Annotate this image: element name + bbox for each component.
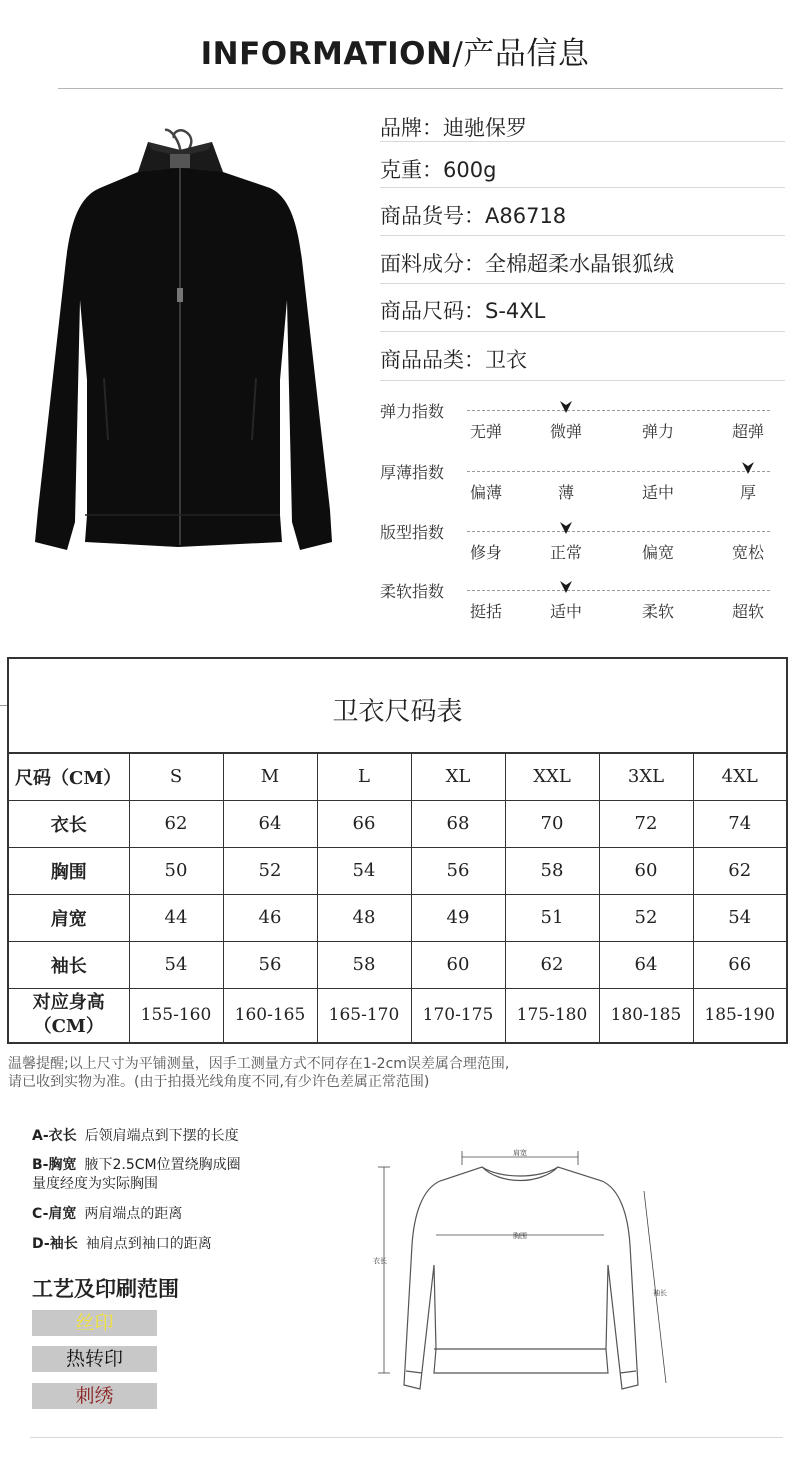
measure-term: C-肩宽 [32,1206,77,1222]
diagram-label-sleeve: 袖长 [653,1289,667,1297]
size-cell: 44 [129,894,223,941]
size-cell: 49 [411,894,505,941]
index-label: 弹力指数 [380,402,445,421]
jacket-icon [35,142,332,550]
size-cell: 56 [223,941,317,988]
size-row [9,800,786,847]
size-cell: 50 [129,847,223,894]
height-label-line-1: 对应身高 [32,992,105,1014]
size-cell: 51 [505,894,599,941]
index-marker-icon [559,400,573,414]
page-title-en: INFORMATION [200,36,453,72]
info-category [380,344,527,374]
size-cell: 70 [505,800,599,847]
size-cell: 54 [693,894,786,941]
measure-desc: 袖肩点到袖口的距离 [85,1236,212,1252]
index-option: 适中 [641,483,675,502]
size-cell: 52 [599,894,693,941]
size-header-cell: L [317,753,411,800]
height-cell: 160-165 [223,988,317,1042]
size-row-label: 肩宽 [9,894,129,941]
index-option: 超软 [731,602,765,621]
info-size [380,295,545,325]
measure-term: D-袖长 [32,1236,78,1252]
size-cell: 74 [693,800,786,847]
measure-term: A-衣长 [32,1128,77,1144]
index-marker-icon [559,521,573,535]
size-row-label: 袖长 [9,941,129,988]
index-option: 薄 [557,483,575,502]
info-sku-label: 商品货号： [380,204,485,228]
measure-desc: 两肩端点的距离 [84,1206,183,1222]
size-row [9,941,786,988]
page-title [0,28,790,73]
index-option: 无弹 [469,422,503,441]
info-divider [380,187,785,188]
measure-sleeve [32,1235,212,1254]
info-category-value: 卫衣 [485,348,527,372]
size-chart [7,657,788,1044]
info-divider [380,283,785,284]
header-divider [58,88,783,89]
index-option: 适中 [549,602,583,621]
size-cell: 62 [129,800,223,847]
height-row [9,988,786,1042]
size-cell: 64 [223,800,317,847]
info-divider [380,141,785,142]
page-title-cn: /产品信息 [452,36,590,72]
sweater-diagram [370,1135,690,1400]
index-option: 微弹 [549,422,583,441]
craft-option-embroidery: 刺绣 [32,1383,157,1409]
index-scale-line [467,410,770,411]
height-cell: 180-185 [599,988,693,1042]
size-cell: 58 [505,847,599,894]
size-cell: 60 [599,847,693,894]
info-weight-value: 600g [443,158,497,182]
index-option: 宽松 [731,543,765,562]
info-fabric [380,248,674,278]
info-sku [380,200,566,230]
height-cell: 170-175 [411,988,505,1042]
size-header-cell: XXL [505,753,599,800]
info-brand-value: 迪驰保罗 [443,116,527,140]
product-photo [30,110,360,570]
index-label: 厚薄指数 [380,463,445,482]
size-cell: 58 [317,941,411,988]
measure-chest [32,1156,241,1194]
diagram-label-length: 衣长 [373,1257,387,1265]
index-scale-line [467,531,770,532]
tip-line-2: 请已收到实物为准。(由于拍摄光线角度不同,有少许色差属正常范围) [8,1074,430,1090]
index-option: 厚 [739,483,757,502]
height-cell: 155-160 [129,988,223,1042]
index-option: 柔软 [641,602,675,621]
size-cell: 66 [693,941,786,988]
size-row [9,847,786,894]
index-option: 正常 [549,543,583,562]
size-header-cell: XL [411,753,505,800]
size-cell: 56 [411,847,505,894]
index-label: 柔软指数 [380,582,445,601]
size-cell: 68 [411,800,505,847]
size-row-label: 衣长 [9,800,129,847]
index-scale-line [467,471,770,472]
bottom-divider [30,1437,783,1438]
index-option: 偏宽 [641,543,675,562]
size-cell: 52 [223,847,317,894]
info-brand [380,112,527,142]
size-cell: 60 [411,941,505,988]
info-weight [380,154,496,184]
index-option: 偏薄 [469,483,503,502]
info-brand-label: 品牌： [380,116,443,140]
size-header-cell: 3XL [599,753,693,800]
size-table-body [9,753,786,1042]
height-cell: 165-170 [317,988,411,1042]
size-cell: 64 [599,941,693,988]
info-divider [380,331,785,332]
info-fabric-value: 全棉超柔水晶银狐绒 [485,252,674,276]
index-option: 挺括 [469,602,503,621]
size-cell: 46 [223,894,317,941]
size-header-row [9,753,786,800]
size-cell: 62 [505,941,599,988]
measure-desc-2: 量度经度为实际胸围 [32,1176,158,1192]
size-cell: 54 [317,847,411,894]
info-category-label: 商品品类： [380,348,485,372]
craft-option-silkscreen: 丝印 [32,1310,157,1336]
size-chart-title: 卫衣尺码表 [332,697,463,727]
info-size-label: 商品尺码： [380,299,485,323]
tip-line-1: 温馨提醒;以上尺寸为平铺测量，因手工测量方式不同存在1-2cm误差属合理范围, [8,1056,510,1072]
size-header-label: 尺码（CM） [9,753,129,800]
info-divider [380,235,785,236]
measure-desc: 后领肩端点到下摆的长度 [84,1128,239,1144]
size-table [9,752,786,1042]
info-fabric-label: 面料成分： [380,252,485,276]
craft-option-heat-transfer: 热转印 [32,1346,157,1372]
size-cell: 54 [129,941,223,988]
info-weight-label: 克重： [380,158,443,182]
index-label: 版型指数 [380,523,445,542]
left-edge-rule [0,705,7,706]
height-cell: 185-190 [693,988,786,1042]
info-size-value: S-4XL [485,299,546,323]
size-cell: 48 [317,894,411,941]
measure-length [32,1127,239,1146]
size-cell: 72 [599,800,693,847]
index-option: 修身 [469,543,503,562]
info-divider [380,380,785,381]
measure-desc: 腋下2.5CM位置绕胸成圈 [84,1157,241,1173]
size-cell: 66 [317,800,411,847]
diagram-label-chest: 胸围 [513,1232,527,1240]
size-header-cell: 4XL [693,753,786,800]
measure-shoulder [32,1205,182,1224]
size-header-cell: S [129,753,223,800]
height-label-line-2: （CM） [33,1016,104,1038]
index-marker-icon [559,580,573,594]
height-row-label [9,988,129,1042]
diagram-label-shoulder: 肩宽 [513,1149,527,1157]
index-option: 超弹 [731,422,765,441]
size-row [9,894,786,941]
size-header-cell: M [223,753,317,800]
info-sku-value: A86718 [485,204,567,228]
index-marker-icon [741,461,755,475]
size-cell: 62 [693,847,786,894]
measure-term: B-胸宽 [32,1157,77,1173]
index-scale-line [467,590,770,591]
size-row-label: 胸围 [9,847,129,894]
craft-title: 工艺及印刷范围 [32,1277,179,1301]
index-option: 弹力 [641,422,675,441]
height-cell: 175-180 [505,988,599,1042]
